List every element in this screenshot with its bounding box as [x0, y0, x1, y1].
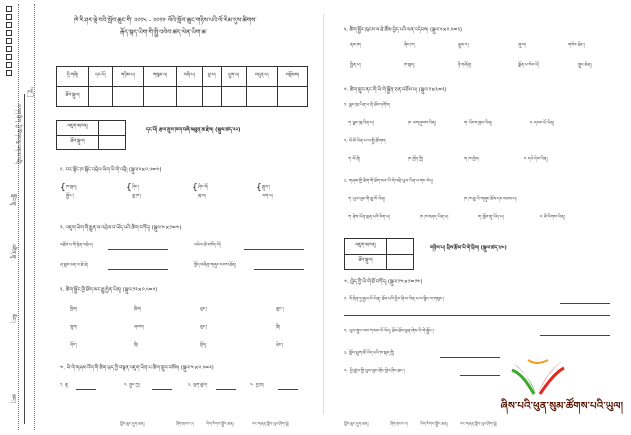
- brace: {: [60, 183, 66, 193]
- score-header: བདུན་པ།: [246, 67, 277, 87]
- answer-line[interactable]: [440, 357, 500, 358]
- q7-line: ༢. ཡུལ་སྲུང་ལས་ཀ་མང་པོ་ཡོད། ཐོབ་ཐོབ་ལྡན་ཞེས་ཡི་གེ་སྦྱོང་།: [344, 329, 434, 334]
- checkbox-square: [6, 54, 12, 60]
- q4-item: ༤. བྱ་ཁྲ།: [250, 383, 264, 388]
- q7-line: ༡. ལོ་ཤིན་ཏུ་རྒྱལ་པོ་ཡིན། ཐོབ་པའི་ཕྱིར་ཞི་བ་ཡིན་པ་ལ་སྙིང་ལ་གསུང་།: [344, 297, 444, 302]
- q2-item: ཁྱོད་བཞིན་གཞུང་རབས་ཐོན།: [194, 263, 236, 268]
- q6-line: ༢. ཕོ་མོ་ཡིན་པ་ལ་སྤྱི་ཚོགས།: [344, 139, 386, 144]
- answer-line[interactable]: [344, 315, 610, 316]
- score-row-label: ཐོབ་སྐུལ།: [57, 87, 89, 107]
- q2-prompt: ༢. འཇུག་ཡིག་གི་རྒྱུན་ལ་འབྲེལ་བ་ཡོད་པའི་ཚིག་བཀོད། (སྐུལ་༤×༡=༤): [60, 225, 182, 231]
- q3-item: ཕྲེང་།: [276, 343, 284, 348]
- brace: {: [126, 183, 132, 193]
- footer-text: ཤོག་གྲངས་༡།: [176, 421, 194, 426]
- score-header: བསྡོམས།: [277, 67, 307, 87]
- q7-prompt: ༧. ཁྱེད་ཀྱི་ཡི་གེ་ཐོ་བཀོད། (སྐུལ་༡༤×༡=༡༤): [344, 279, 423, 285]
- grader-label: འཇུག་མཁན།: [345, 239, 387, 255]
- grader-score-label: ཐོབ་སྐུལ།: [57, 135, 99, 150]
- q5-item: ཉི་གཞོན།: [458, 63, 472, 68]
- footer-text: སློབ་ཆུང་དྲུག་ཚན།: [120, 421, 145, 426]
- score-header: གསུམ་པ།: [144, 67, 177, 87]
- grader-cell[interactable]: [99, 121, 126, 136]
- grader-box: [56, 120, 126, 150]
- q3-item: ཁྲུས།: [70, 325, 78, 330]
- answer-line[interactable]: [108, 269, 168, 270]
- answer-line[interactable]: [560, 303, 610, 304]
- q5-item: ཁ་སྐད།: [404, 63, 415, 68]
- checkbox-square: [6, 6, 12, 12]
- q3-item: ཁྲི།: [134, 343, 139, 348]
- q6-option[interactable]: ག སློབ་གྲྭ་ཡོད་པ།: [478, 215, 504, 220]
- score-cell[interactable]: [144, 87, 177, 107]
- part2-title: གཉིས་པ། བྲིས་རྩོམ་ཡི་གེ་བྲིས། (སྐུལ་ཚད་༣༤): [430, 245, 507, 251]
- score-cell[interactable]: [221, 87, 246, 107]
- q6-option[interactable]: ཁ ཁ་བཤད་ཡིན་པ།: [420, 215, 449, 220]
- checkbox-square: [6, 38, 12, 44]
- q1-item: ཤིང་།: [132, 185, 140, 190]
- score-header: ལྔ་པ།: [202, 67, 221, 87]
- q6-option[interactable]: ག ཁ་ཁྱེར།: [464, 157, 480, 162]
- q1-item: ལག་པ།: [262, 194, 273, 199]
- grader-score-cell[interactable]: [99, 135, 126, 150]
- logo-text: ཞིས་པའི་ཕུན་སུམ་ཚོགས་པའི་ཡུལ།: [500, 401, 624, 412]
- footer-text: ཡིག་རིགས་སྦྱོང་ཚན།: [206, 421, 234, 426]
- footer-text: རང་གཞན་སློབ་ཡུལ་ཤོག་ལྷེ།: [460, 421, 497, 426]
- q3-item: ཤོང་།: [70, 343, 78, 348]
- q2-item: འཕེལ་ཚེ་བསོད་ལོ།: [194, 243, 221, 248]
- grader-label: འཇུག་མཁན།: [57, 121, 99, 136]
- q6-option[interactable]: ཀ ཤེས་ཡོན་ལྡན་པའི་རིག་པ།: [348, 215, 390, 220]
- footer-text: རང་གཞན་སློབ་ཡུལ་ཤོག་ལྷེ།: [252, 421, 289, 426]
- grader-cell[interactable]: [387, 239, 414, 255]
- seal-line-label: བཀག་ཐིག་ ཕྱི་ལོགས་སུ་ལན་མ་འབྲི།: [15, 104, 21, 165]
- score-header: དང་པོ།: [88, 67, 112, 87]
- q5-prompt: ༥. ཚིག་སྦྱོར་ཁུངས་ལ་ཐེ་ཚོམ་བྱེད་པའི་ལན་འདེབས། (སྐུལ་༦×༠.༥=༣): [344, 27, 462, 33]
- q3-item: ཅུང་།: [200, 325, 208, 330]
- score-cell[interactable]: [112, 87, 143, 107]
- q5-item: ནམ་ཁ།: [350, 43, 361, 48]
- score-cell[interactable]: [277, 87, 307, 107]
- part1-title: དང་པོ། རྩལ་ནུས་ཁག་བཞི་མཐུན་ཆ་རྗེས། (སྐུལ་ཚད་༢༢): [146, 127, 241, 133]
- score-cell[interactable]: [246, 87, 277, 107]
- score-header: བཞི་པ།: [176, 67, 202, 87]
- q3-prompt: ༣. ཚིག་སྦྱོར་གྱི་ཐོག་མར་རྒྱུ་རྐྱེན་ཡིན། (སྐུལ་༡༢×༠.༥=༦): [60, 287, 158, 293]
- q6-option[interactable]: ཀ ཕོ་ནི།: [348, 157, 361, 162]
- grader-score-cell[interactable]: [387, 254, 414, 270]
- column-divider: [323, 14, 324, 414]
- q5-item: ལྗོན་པ་སེར་པོ།: [518, 63, 540, 68]
- q6-line: ༣. གཤམ་གྱི་ཚིག་གི་ཐོག་མར་ཡི་གེ་འབྲི་ཡུལ་ཡིན་པ་གང་རེད།: [344, 179, 433, 184]
- score-header: དྲི་གཞི།: [57, 67, 89, 87]
- footer-text: ཤོག་གྲངས་༢།: [390, 421, 408, 426]
- checkbox-square: [6, 22, 12, 28]
- binding-strip: [4, 4, 42, 430]
- q4-item: ༡. རྟ།: [60, 383, 69, 388]
- answer-line[interactable]: [244, 249, 304, 250]
- q3-item: ཅུང་།: [200, 307, 208, 312]
- score-header: དྲུག་པ།: [221, 67, 246, 87]
- grader-score-label: ཐོབ་སྐུལ།: [345, 254, 387, 270]
- q6-option[interactable]: ང དམར་པོ་ཡིན།: [530, 121, 555, 126]
- footer-text: ཡིག་རིགས་སྦྱོང་ཚན།: [420, 421, 448, 426]
- q1-item: ཤིང་ལོ།: [198, 185, 209, 190]
- answer-line[interactable]: [278, 389, 298, 390]
- checkbox-square: [6, 46, 12, 52]
- q3-item: ཞབས།: [134, 325, 144, 330]
- q1-item: སྦྱོར་།: [66, 194, 74, 199]
- q1-item: ཁ་སྐད།: [66, 185, 77, 190]
- answer-line[interactable]: [76, 389, 96, 390]
- dotted-cut-line: [34, 4, 35, 430]
- q7-line: ༣. སློབ་ཕྲུག་ཚོ་ཡོད་པའི་ཁ་སྐད་ཀྱི།: [344, 351, 395, 356]
- q6-option[interactable]: ག ཡོངས་ཁྱབ་ཡིན།: [464, 121, 492, 126]
- q4-item: ༣. ལུག་ཚུལ།: [188, 383, 208, 388]
- q3-item: ཁྱིམ།: [70, 307, 78, 312]
- score-cell[interactable]: [88, 87, 112, 107]
- seal-line: [24, 94, 25, 424]
- exam-title-line2: རྒོད་སྐད་ཡིག་གི་སྤྱི་འབེབ་ཚད་ལེན་ཡིག་ཆ་: [120, 29, 208, 36]
- brace: {: [192, 183, 198, 193]
- class-label: འཛིན་གྲྭ་: [10, 244, 16, 260]
- q6-option[interactable]: ཀ ལྗང་ཁུ་ཡིན་པ།: [348, 121, 374, 126]
- answer-line[interactable]: [254, 269, 304, 270]
- q6-line: ༡. ལྗང་ཁུ་ཡིན་པ་ནི་ཐོབ་དགོས།: [344, 103, 390, 108]
- q5-item: ཞུ་བ།: [518, 43, 526, 48]
- checkbox-square: [6, 70, 12, 76]
- q6-option[interactable]: ང དཔེ་དེབ་ཡིན།: [524, 157, 548, 162]
- q6-option[interactable]: ཀ ཡུལ་ལུང་གི་ཆུ་བོ་ཡིན།: [348, 197, 385, 202]
- q4-prompt: ༤. ཡི་གེ་གཤམ་འོག་གི་ཚིག་ཕྲད་ཀྱི་བསྟན་འཇུག་ཡིན་པ་ཚིག་གྲུབ་བཟོས། (སྐུལ་༤×༠.༥=༢): [60, 365, 214, 371]
- checkbox-square: [6, 30, 12, 36]
- logo-mark-icon: [510, 356, 566, 398]
- brace: {: [256, 183, 262, 193]
- q5-item: ལྡུམ་ར།: [458, 43, 469, 48]
- q4-item: ༢. སྤྱང་ཀྱ།: [124, 383, 140, 388]
- q1-prompt: ༡. བར་སྟོང་ཁ་སྐོང་འབྲེལ་ཡིག་ཡི་གེ་འབྲི། (སྐུལ་༥×༠.༥=༤): [60, 167, 162, 173]
- score-cell[interactable]: [176, 87, 202, 107]
- q3-item: སྡོད།: [200, 343, 207, 348]
- q6-option[interactable]: ཁ ཁ་ཆུ་ཡི་གཞུང་ཆོས་དང་བཅས་པ།: [464, 197, 517, 202]
- q1-item: ཆུ་ཁ་།: [132, 194, 142, 199]
- footer-text: སློབ་ཆུང་དྲུག་ཚན།: [344, 421, 369, 426]
- q5-item: གསེར་ཕྲེང་།: [568, 43, 585, 48]
- q3-item: ཁྲི།: [276, 325, 281, 330]
- dotted-cut-line: [18, 4, 19, 430]
- name-label: མིང་།: [10, 314, 16, 323]
- score-cell[interactable]: [202, 87, 221, 107]
- publisher-logo: [494, 356, 630, 430]
- q7-line: ༤. ཕྱི་ཚུལ་གྱི་ཡུལ་ལུང་གྲོང་ཁྱེར་ཤིང་ཐང་།: [344, 369, 405, 374]
- q5-item: སྤྲིན་པ།: [350, 63, 361, 68]
- q3-item: ཁྲིམ།: [134, 307, 142, 312]
- q6-prompt: ༦. ཚིག་གྲུབ་ནང་གི་ཡི་གེ་སྐྱོན་ཅན་བཅོས་པ། (སྐུལ་༡×༣=༣): [344, 87, 447, 93]
- q5-item: ཞིང་ཁ།: [404, 43, 415, 48]
- answer-line[interactable]: [216, 389, 236, 390]
- school-label: སློབ་གྲྭ་: [10, 194, 16, 207]
- answer-line[interactable]: [152, 389, 172, 390]
- checkbox-square: [6, 62, 12, 68]
- pointing-hand-icon: ☝: [26, 85, 35, 101]
- q6-option[interactable]: ང མི་རིགས་ཡིན།: [540, 215, 565, 220]
- q1-item: སྐུལ་།: [262, 185, 270, 190]
- square-column: [6, 6, 14, 78]
- q3-item: ཆུང་།: [276, 307, 284, 312]
- number-label: ཨང་།: [10, 394, 16, 404]
- checkbox-square: [6, 14, 12, 20]
- q6-option[interactable]: ཁ ལག་ཤུབས་ཡིན།: [408, 121, 436, 126]
- q6-option[interactable]: ཁ ཁྱོད་ཀྱི།: [408, 157, 424, 162]
- grader-box-2: [344, 238, 414, 270]
- q1-item: ཁུ་བ།: [198, 194, 206, 199]
- score-table: [56, 66, 308, 107]
- answer-line[interactable]: [108, 249, 168, 250]
- q2-item: འཐོབ་པ་གི་རྟེན་འབྲེལ།: [60, 243, 93, 248]
- answer-line[interactable]: [540, 335, 610, 336]
- exam-title-line1: ཁེ་རི་ཤར་ལྡེ་བའི་སློབ་ཆུང་གི་ ༢༠༡༨ - ༢༠༡༩ ལོའི་སློབ་ཆུང་གཉིས་པའི་ལོ་རིམ་དུས་ཚིགས་: [74, 17, 257, 24]
- q5-item: ཁྱུང་ཆེན།: [578, 63, 592, 68]
- q2-item: ཤ་ཐུབ་ཅན་ལ་ཐེ་ཐེ།: [60, 263, 88, 268]
- score-header: གཉིས་པ།: [112, 67, 143, 87]
